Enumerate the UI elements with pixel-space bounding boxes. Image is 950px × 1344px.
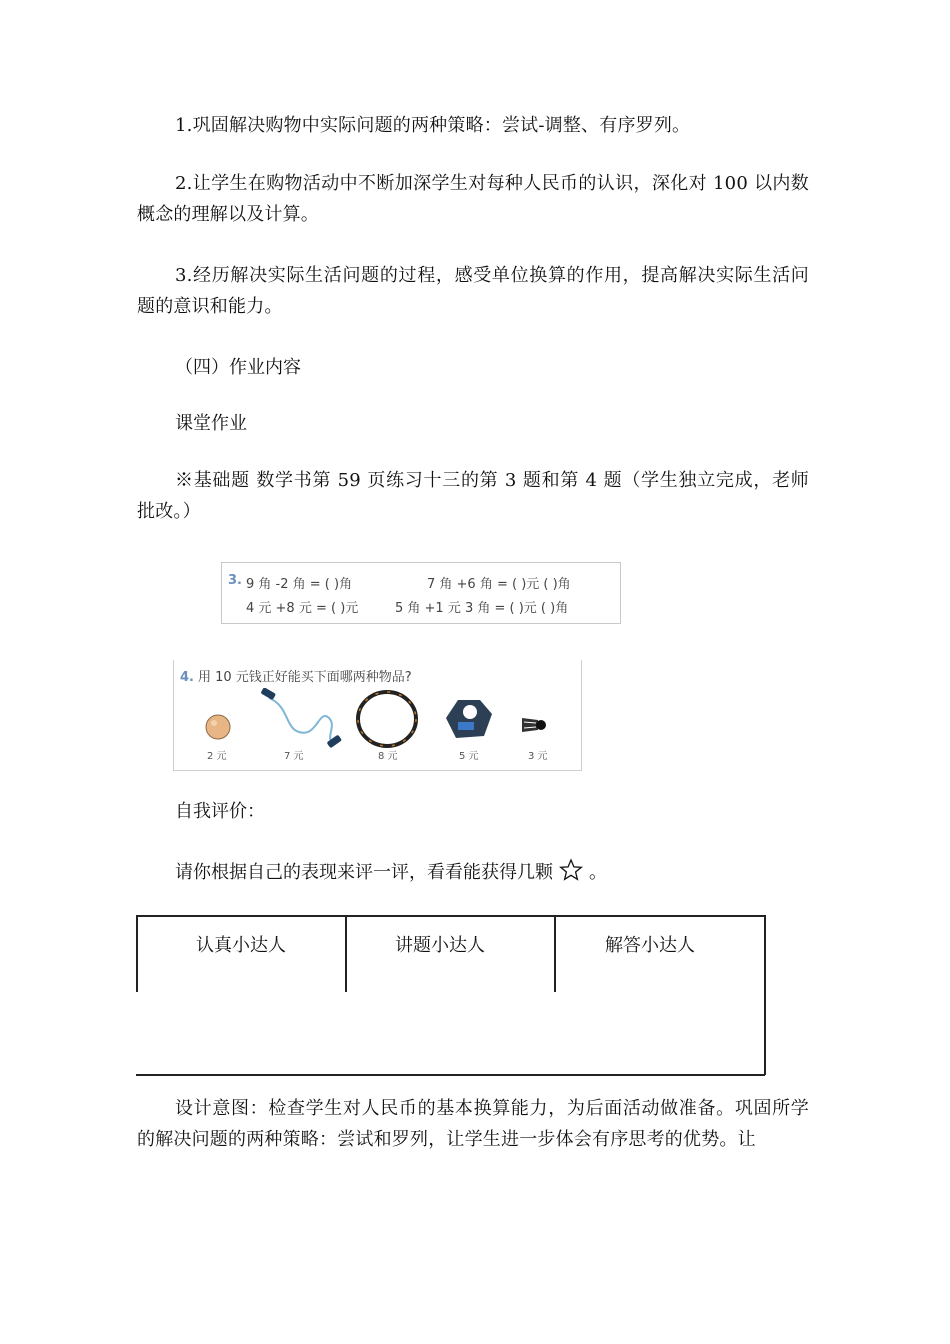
shuttlecock-icon xyxy=(518,714,548,736)
self-eval-prompt xyxy=(175,858,607,885)
shuttlecock-price: 3 元 xyxy=(528,751,548,762)
ball-icon xyxy=(203,712,233,742)
objective-1: 1.巩固解决购物中实际问题的两种策略：尝试-调整、有序罗列。 xyxy=(175,115,691,136)
objective-2: 2.让学生在购物活动中不断加深学生对每种人民币的认识，深化对 100 以内数概念的理解以及计算。 xyxy=(137,173,809,225)
self-eval-table xyxy=(136,915,765,1075)
eval-header-explain: 讲题小达人 xyxy=(395,935,485,956)
exercise-4-question xyxy=(180,666,412,685)
ball-price: 2 元 xyxy=(207,751,227,762)
exercise-4-question-text: 用 10 元钱正好能买下面哪两种物品? xyxy=(197,670,412,685)
objective-3: 3.经历解决实际生活问题的过程，感受单位换算的作用，提高解决实际生活问题的意识和能力。 xyxy=(137,265,809,317)
self-eval-heading: 自我评价： xyxy=(175,801,265,822)
design-intent: 设计意图：检查学生对人民币的基本换算能力，为后面活动做准备。巩固所学的解决问题的两种策略：尝试和罗列，让学生进一步体会有序思考的优势。让 xyxy=(137,1098,809,1150)
eval-header-careful: 认真小达人 xyxy=(196,935,286,956)
self-eval-prompt-text: 请你根据自己的表现来评一评，看看能获得几颗 xyxy=(175,862,553,883)
exercise-3-eq-c: 4 元 +8 元 = ( )元 xyxy=(246,601,359,616)
exercise-3-eq-b: 7 角 +6 角 = ( )元 ( )角 xyxy=(427,577,571,592)
jump-rope-price: 7 元 xyxy=(284,751,304,762)
class-work-heading: 课堂作业 xyxy=(175,413,247,434)
exercise-3-eq-d: 5 角 +1 元 3 角 = ( )元 ( )角 xyxy=(395,601,569,616)
self-eval-prompt-end: 。 xyxy=(589,862,607,883)
hoop-icon xyxy=(354,690,420,748)
exercise-3-eq-a: 9 角 -2 角 = ( )角 xyxy=(246,577,353,592)
section-heading: （四）作业内容 xyxy=(175,357,301,378)
star-icon xyxy=(559,858,583,882)
eval-header-answer: 解答小达人 xyxy=(605,935,695,956)
exercise-4-number: 4. xyxy=(180,670,194,685)
exercise-3-number: 3. xyxy=(228,573,242,588)
hoop-price: 8 元 xyxy=(378,751,398,762)
shuttlecock-kit-price: 5 元 xyxy=(459,751,479,762)
exercise-3-image xyxy=(221,562,621,624)
basic-task: ※基础题 数学书第 59 页练习十三的第 3 题和第 4 题（学生独立完成，老师批改。） xyxy=(137,470,809,522)
exercise-4-image xyxy=(173,660,582,771)
jump-rope-icon xyxy=(259,688,351,750)
shuttlecock-kit-icon xyxy=(444,698,494,742)
